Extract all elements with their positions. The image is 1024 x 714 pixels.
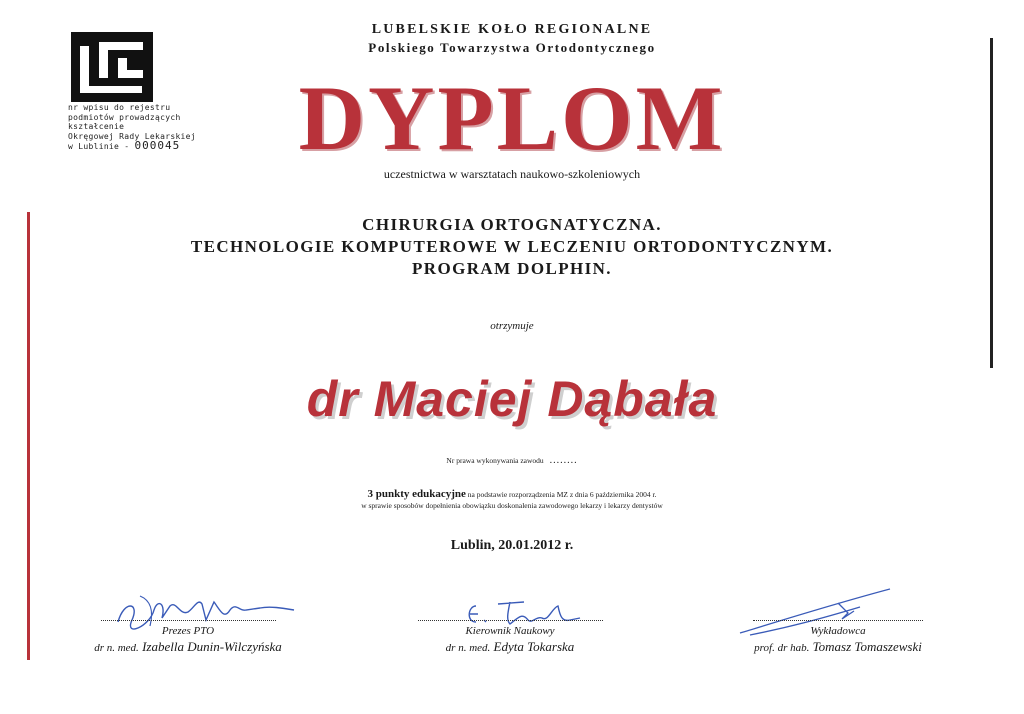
- registry-number: 000045: [134, 139, 181, 152]
- signatory-name: Edyta Tokarska: [493, 639, 575, 654]
- organization-name: LUBELSKIE KOŁO REGIONALNE: [371, 22, 653, 37]
- place-and-date: Lublin, 20.01.2012 r.: [450, 538, 574, 553]
- registry-line: Okręgowej Rady Lekarskiej: [68, 131, 196, 141]
- licence-number-row: [0, 455, 1024, 466]
- signature-name: [728, 638, 948, 657]
- signature-line: [753, 620, 923, 621]
- points-regulation: na podstawie rozporządzenia MZ z dnia 6 października 2004 r.: [467, 490, 657, 499]
- signature-block-president: [88, 620, 288, 657]
- signature-role: Prezes PTO: [161, 625, 215, 637]
- registry-line: kształcenie: [68, 122, 125, 131]
- points-line-2: w sprawie sposobów dopełnienia obowiązku doskonalenia zawodowego lekarzy i lekarzy dentystów: [361, 501, 663, 510]
- licence-value: ........: [549, 455, 578, 466]
- registry-line: nr wpisu do rejestru: [68, 103, 171, 112]
- signature-role: Kierownik Naukowy: [465, 625, 555, 637]
- signature-line: [101, 620, 276, 621]
- signature-block-scientific-head: [410, 620, 610, 657]
- organization-subname: Polskiego Towarzystwa Ortodontycznego: [368, 40, 656, 55]
- education-points: [0, 489, 1024, 511]
- registry-prefix: w Lublinie -: [68, 142, 130, 151]
- signature-name: [88, 638, 288, 657]
- signature-name: [410, 638, 610, 657]
- points-bold: 3 punkty edukacyjne: [367, 488, 466, 500]
- signature-degree: prof. dr hab.: [754, 642, 810, 654]
- signature-degree: dr n. med.: [445, 642, 491, 654]
- diploma-subtitle: uczestnictwa w warsztatach naukowo-szkoleniowych: [383, 167, 641, 181]
- signature-block-lecturer: [728, 620, 948, 657]
- course-title: [0, 214, 1024, 280]
- registry-line: podmiotów prowadzących: [68, 112, 181, 122]
- receives-label: otrzymuje: [490, 320, 534, 332]
- signature-role: Wykładowca: [810, 625, 866, 637]
- course-line-2: TECHNOLOGIE KOMPUTEROWE W LECZENIU ORTODONTYCZNYM.: [190, 237, 834, 256]
- course-line-1: CHIRURGIA ORTOGNATYCZNA.: [362, 215, 662, 234]
- signature-degree: dr n. med.: [94, 642, 139, 654]
- course-line-3: PROGRAM DOLPHIN.: [412, 259, 612, 278]
- signatory-name: Tomasz Tomaszewski: [812, 639, 922, 654]
- licence-label: Nr prawa wykonywania zawodu: [446, 456, 544, 465]
- recipient-name: dr Maciej Dąbała: [306, 371, 718, 427]
- diploma-title: DYPLOM: [298, 67, 726, 169]
- signatory-name: Izabella Dunin-Wilczyńska: [142, 639, 282, 654]
- points-line-1: [0, 489, 1024, 500]
- signature-line: [418, 620, 603, 621]
